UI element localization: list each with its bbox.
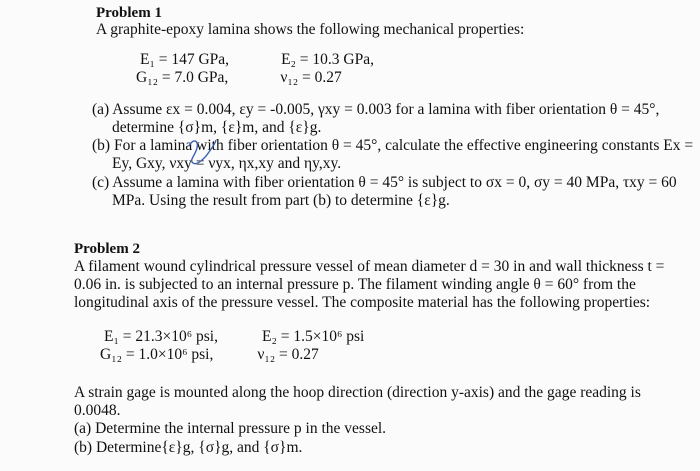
problem1-g12: G₁₂ = 7.0 GPa,: [136, 69, 229, 86]
problem1-nu12: ν₁₂ = 0.27: [280, 69, 342, 86]
problem2-desc-line3: longitudinal axis of the pressure vessel. The composite material has the following properties:: [74, 294, 651, 311]
problem2-part-a: (a) Determine the internal pressure p in the vessel.: [74, 420, 387, 437]
problem2-props-row1: [104, 328, 364, 346]
problem2-gage-line2: 0.0048.: [74, 402, 121, 419]
problem1-props-row2: [136, 69, 342, 87]
problem2-desc-line2: 0.06 in. is subjected to an internal pressure p. The filament winding angle θ = 60° from the: [74, 276, 636, 293]
pen-scribble-mark: [185, 136, 219, 166]
problem2-title: Problem 2: [74, 241, 140, 257]
problem2-part-b: (b) Determine{ε}g, {σ}g, and {σ}m.: [74, 439, 303, 456]
problem2-desc-line1: A filament wound cylindrical pressure vessel of mean diameter d = 30 in and wall thickness t =: [74, 258, 665, 275]
problem1-part-b-line1: (b) For a lamina with fiber orientation θ = 45°, calculate the effective engineering constants Ex =: [92, 137, 694, 154]
problem1-title: Problem 1: [96, 5, 162, 21]
problem2-gage-line1: A strain gage is mounted along the hoop direction (direction y-axis) and the gage reading is: [74, 384, 641, 401]
problem1-part-a-line2: determine {σ}m, {ε}m, and {ε}g.: [112, 119, 322, 136]
problem2-e2: E₂ = 1.5×10⁶ psi: [261, 328, 365, 345]
problem1-e1: E₁ = 147 GPa,: [140, 51, 230, 68]
problem1-part-c-line1: (c) Assume a lamina with fiber orientation θ = 45° is subject to σx = 0, σy = 40 MPa, τxy = 60: [92, 174, 677, 191]
problem1-props-row1: [140, 51, 374, 69]
problem1-part-a-line1: (a) Assume εx = 0.004, εy = -0.005, γxy = 0.003 for a lamina with fiber orientation θ = 45°,: [92, 101, 660, 118]
problem2-props-row2: [100, 346, 319, 364]
problem1-e2: E₂ = 10.3 GPa,: [281, 51, 374, 68]
problem2-nu12: ν₁₂ = 0.27: [257, 346, 319, 363]
problem1-intro: A graphite-epoxy lamina shows the following mechanical properties:: [96, 21, 525, 38]
problem2-e1: E₁ = 21.3×10⁶ psi,: [104, 328, 218, 345]
problem1-part-b-line2: Ey, Gxy, νxy = νyx, ηx,xy and ηy,xy.: [112, 155, 342, 172]
problem2-g12: G₁₂ = 1.0×10⁶ psi,: [100, 346, 214, 363]
problem1-part-c-line2: MPa. Using the result from part (b) to determine {ε}g.: [112, 192, 450, 209]
